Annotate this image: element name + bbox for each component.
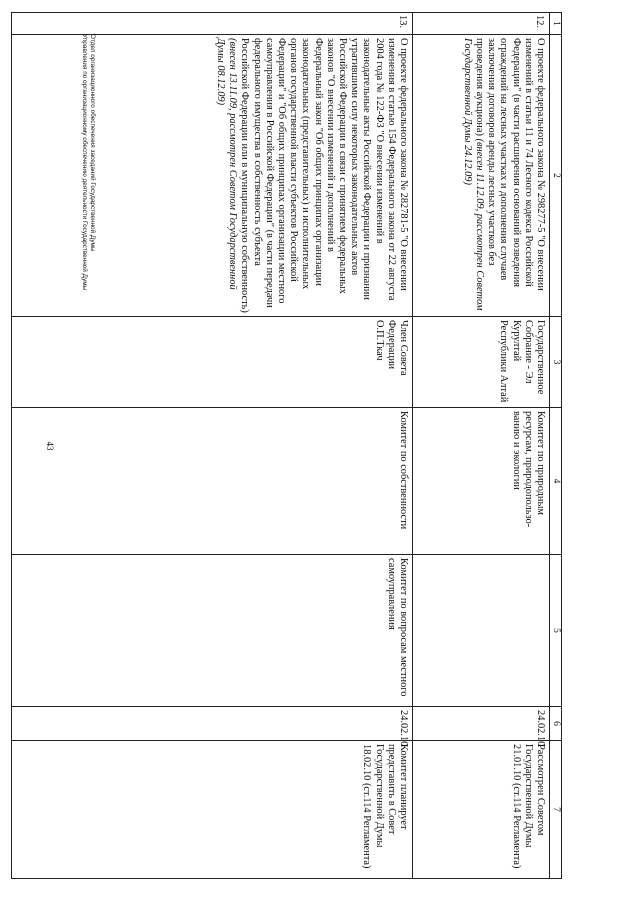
status-cell: Комитет планирует представить в Совет Государственной Думы 18.02.10 (ст.114 Регламента) xyxy=(12,741,413,879)
status-cell: Рассмотрен Советом Государственной Думы 21.01.10 (ст.114 Регламента) xyxy=(413,741,550,879)
table-row xyxy=(12,13,413,879)
co-committee-cell xyxy=(413,555,550,707)
row-number xyxy=(12,13,413,35)
bill-description xyxy=(413,35,550,317)
bill-note: (внесен 13.11.09, рассмотрен Советом Государственной Думы 08.12.09) xyxy=(214,38,239,290)
table-header-row xyxy=(550,13,562,879)
footer-line: Отдел организационного обеспечения заседаний Государственной Думы xyxy=(89,34,96,252)
footer-line: Управления по организационному обеспечению деятельности Государственной Думы xyxy=(81,34,88,291)
initiator-cell: Член Совета Федерации О.П.Ткач xyxy=(12,317,413,408)
column-header: 6 xyxy=(550,707,562,741)
committee-cell: Комитет по собственности xyxy=(12,408,413,555)
initiator-cell: Государственное Собрание - Эл Курултай Республики Алтай xyxy=(413,317,550,408)
column-header: 7 xyxy=(550,741,562,879)
co-committee-cell: Комитет по вопросам местного самоуправления xyxy=(12,555,413,707)
committee-cell: Комитет по природным ресурсам, природопользо-ванию и экологии xyxy=(413,408,550,555)
bill-note: (внесен 11.12.09, рассмотрен Советом Государственной Думы 24.12.09) xyxy=(461,38,485,311)
bill-title: О проекте федерального закона № 298277-5 "О внесении изменений в статьи 11 и 74 Лесного кодекса Российской Федерации" (в части расширения оснований возведения ограждений на лесных участках и дополнения случаев заключения договоров аренды лесных участков без проведения аукциона) xyxy=(473,38,546,291)
column-header: 2 xyxy=(550,35,562,317)
row-number-text: 12. xyxy=(534,15,545,28)
page-number: 43 xyxy=(45,441,55,451)
bill-description xyxy=(12,35,413,317)
bill-title: О проекте федерального закона № 282781-5 "О внесении изменения в статью 154 Федерального закона от 22 августа 2004 года № 122-ФЗ "О внесении изменений в законодательные акты Российской Федерации и признании утратившими силу некоторых законодательных актов Российской Федерации в связи с принятием федеральных законов "О внесении изменений и дополнений в Федеральный закон "Об общих принципах организации законодательных (представительных) и исполнительных органов государственной власти субъектов Российской Федерации" и "Об общих принципах организации местного самоуправления в Российской Федерации" (в части передачи федерального имущества в собственность субъекта Российской Федерации или в муниципальную собственность) xyxy=(239,38,409,313)
date-cell: 24.02.10 xyxy=(413,707,550,741)
column-header: 3 xyxy=(550,317,562,408)
column-header: 4 xyxy=(550,408,562,555)
row-number-text: 13. xyxy=(397,15,408,28)
row-number xyxy=(413,13,550,35)
column-header: 5 xyxy=(550,555,562,707)
column-header: 1 xyxy=(550,13,562,35)
date-cell: 24.02.10 xyxy=(12,707,413,741)
table-row xyxy=(413,13,550,879)
page-footer xyxy=(80,34,96,290)
